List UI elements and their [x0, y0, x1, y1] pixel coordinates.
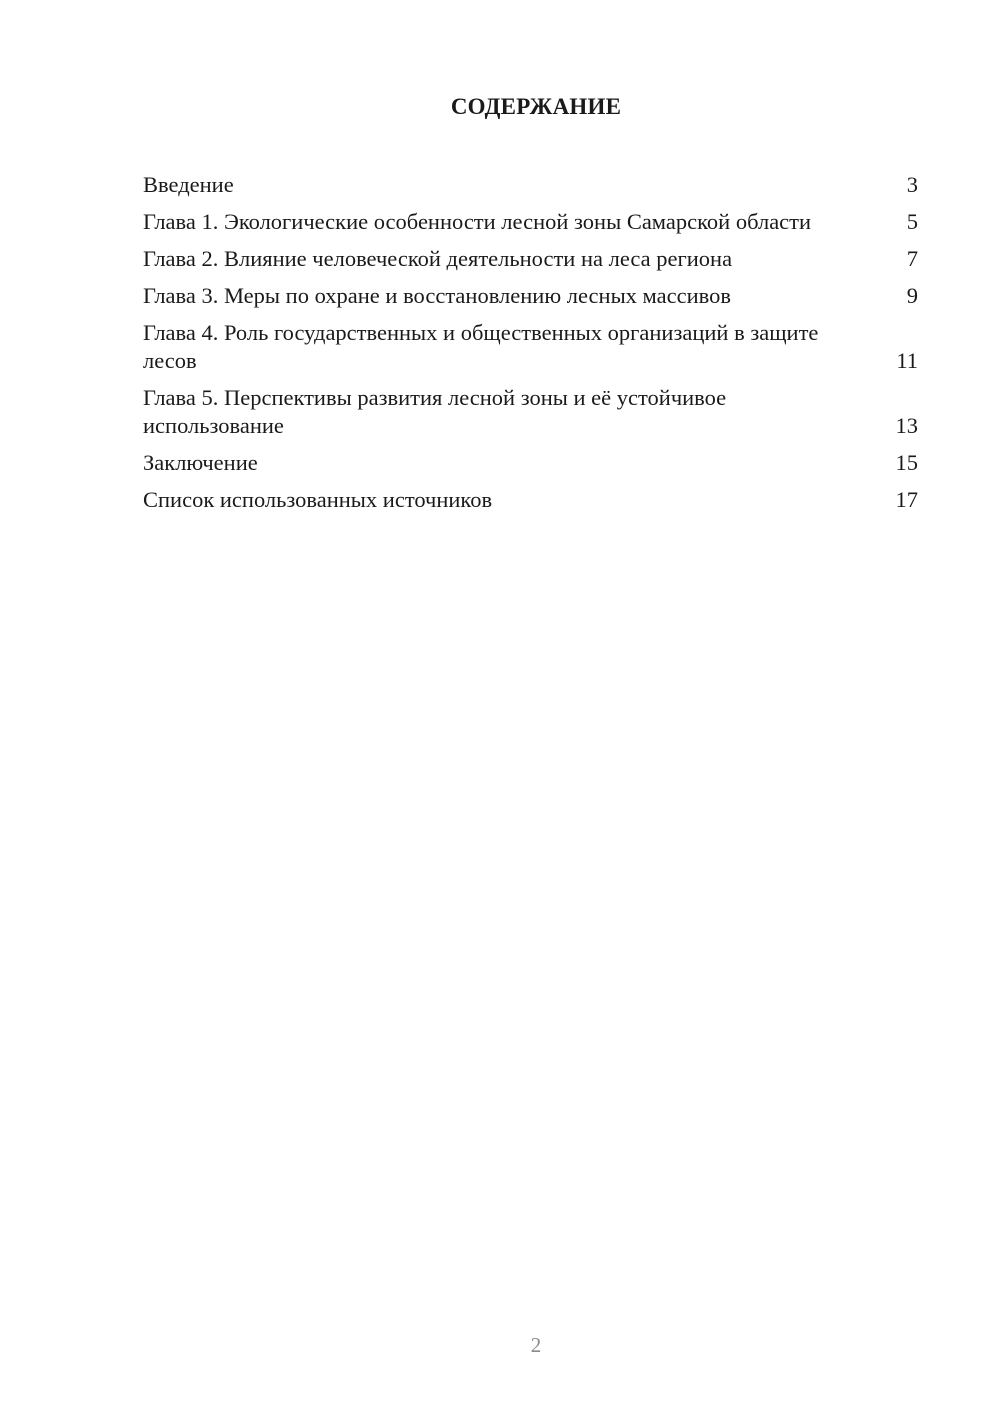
table-of-contents	[143, 171, 918, 523]
toc-entry-page: 15	[895, 450, 918, 475]
toc-entry-page: 17	[895, 487, 918, 512]
toc-entry-page: 3	[906, 172, 918, 197]
toc-entry-chapter-5	[143, 384, 918, 440]
toc-entry-label: Список использованных источников	[143, 487, 493, 512]
toc-entry-chapter-1	[143, 208, 918, 236]
toc-entry-chapter-3	[143, 282, 918, 310]
toc-entry-chapter-2	[143, 245, 918, 273]
toc-entry-page: 5	[906, 209, 918, 234]
page-number: 2	[530, 1333, 542, 1357]
toc-entry-page: 13	[895, 413, 918, 438]
toc-entry-label: Глава 3. Меры по охране и восстановлению лесных массивов	[143, 283, 731, 308]
toc-entry-page: 7	[906, 246, 918, 271]
toc-entry-label: Глава 4. Роль государственных и общественных организаций в защите лесов	[143, 320, 819, 373]
toc-entry-label: Глава 5. Перспективы развития лесной зоны и её устойчивое использование	[143, 385, 727, 438]
toc-title: СОДЕРЖАНИЕ	[450, 94, 622, 119]
toc-entry-label: Глава 1. Экологические особенности лесной зоны Самарской области	[143, 209, 812, 234]
toc-entry-label: Глава 2. Влияние человеческой деятельности на леса региона	[143, 246, 733, 271]
toc-entry-page: 11	[896, 348, 918, 373]
toc-entry-conclusion	[143, 449, 918, 477]
toc-entry-introduction	[143, 171, 918, 199]
toc-entry-page: 9	[906, 283, 918, 308]
toc-entry-label: Заключение	[143, 450, 258, 475]
toc-entry-label: Введение	[143, 172, 234, 197]
toc-entry-chapter-4	[143, 319, 918, 375]
toc-entry-references	[143, 486, 918, 514]
